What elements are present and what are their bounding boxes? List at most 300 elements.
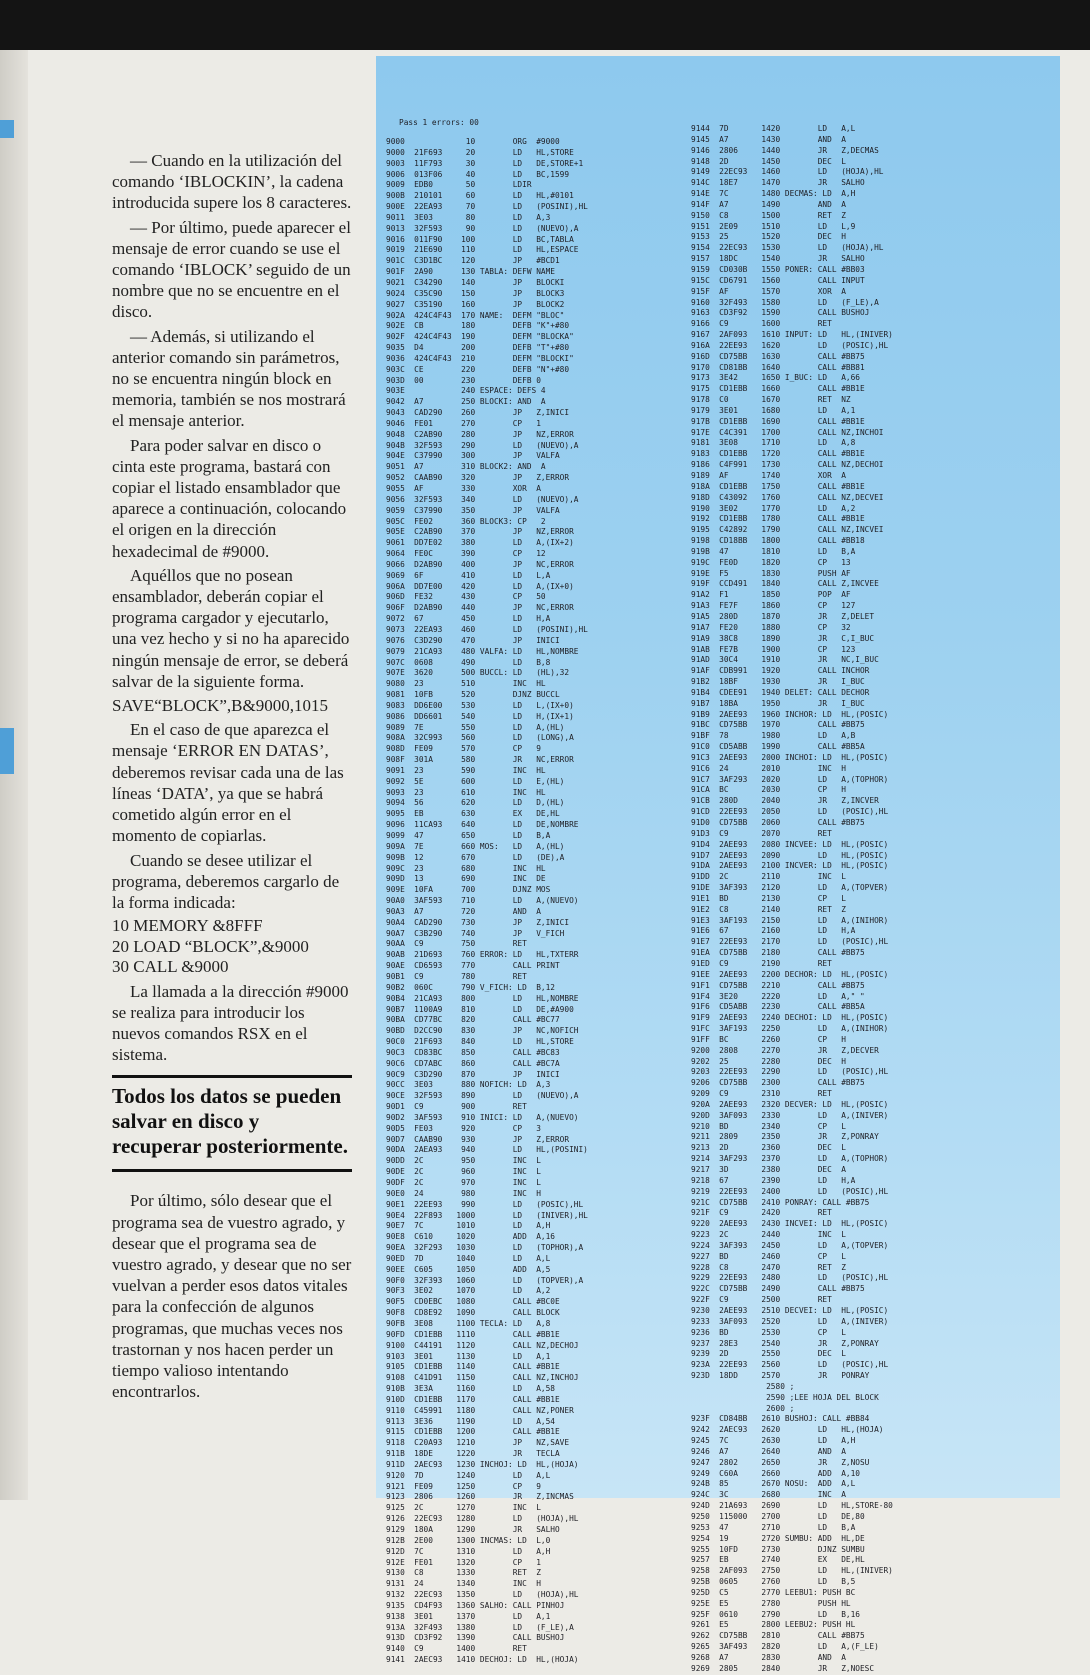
listing-line: 902A 424C4F43 170 NAME: DEFM "BLOC": [386, 310, 565, 320]
listing-line: 9192 CD1EBB 1780 CALL #BB1E: [691, 514, 865, 524]
listing-line: 91D4 2AEE93 2080 INCVEE: LD HL,(POSIC): [691, 839, 889, 849]
listing-line: 90B2 060C 790 V_FICH: LD B,12: [386, 982, 555, 992]
listing-line: 916D CD75BB 1630 CALL #BB75: [691, 351, 865, 361]
listing-line: 907C 0608 490 LD B,8: [386, 657, 551, 667]
listing-line: 91A9 38C8 1890 JR C,I_BUC: [691, 633, 875, 643]
listing-line: 9258 2AF093 2750 LD HL,(INIVER): [691, 1566, 893, 1576]
listing-line: 9064 FE0C 390 CP 12: [386, 549, 546, 559]
listing-line: 906A DD7E00 420 LD A,(IX+0): [386, 581, 574, 591]
listing-line: 91D7 2AEE93 2090 LD HL,(POSIC): [691, 850, 889, 860]
listing-line: 915C CD6791 1560 CALL INPUT: [691, 275, 865, 285]
listing-line: 919E F5 1830 PUSH AF: [691, 568, 851, 578]
listing-line: 921F C9 2420 RET: [691, 1208, 832, 1218]
listing-line: 90C6 CD7ABC 860 CALL #BC7A: [386, 1058, 560, 1068]
listing-column-left: [386, 137, 588, 1666]
listing-line: 91EE 2AEE93 2200 DECHOR: LD HL,(POSIC): [691, 969, 889, 979]
listing-line: 918D C43092 1760 CALL NZ,DECVEI: [691, 492, 884, 502]
save-command: SAVE“BLOCK”,B&9000,1015: [112, 696, 328, 716]
listing-line: 9246 A7 2640 AND A: [691, 1446, 846, 1456]
listing-line: 9255 10FD 2730 DJNZ SUMBU: [691, 1544, 865, 1554]
listing-line: 90BA CD77BC 820 CALL #BC77: [386, 1015, 560, 1025]
listing-line: 91F9 2AEE93 2240 DECHOI: LD HL,(POSIC): [691, 1013, 889, 1023]
listing-line: 909E 10FA 700 DJNZ MOS: [386, 885, 551, 895]
listing-line: 9229 22EE93 2480 LD (POSIC),HL: [691, 1273, 889, 1283]
paragraph: — Por último, puede aparecer el mensaje de error cuando se use el comando ‘IBLOCK’ seguido de un nombre que no se encuentre en el disco.: [112, 217, 351, 322]
listing-line: 9108 C41D91 1150 CALL NZ,INCHOJ: [386, 1373, 579, 1383]
pull-quote-heading: Todos los datos se pueden salvar en disco y recuperar posteriormente.: [112, 1084, 348, 1159]
listing-line: 920D 3AF093 2330 LD A,(INIVER): [691, 1110, 889, 1120]
listing-line: 91DE 3AF393 2120 LD A,(TOPVER): [691, 883, 889, 893]
listing-line: 9138 3E01 1370 LD A,1: [386, 1611, 551, 1621]
listing-line: 90C0 21F693 840 LD HL,STORE: [386, 1037, 574, 1047]
listing-line: 9245 7C 2630 LD A,H: [691, 1436, 856, 1446]
listing-line: 9091 23 590 INC HL: [386, 765, 546, 775]
listing-line: 9096 11CA93 640 LD DE,NOMBRE: [386, 820, 579, 830]
listing-line: 916A 22EE93 1620 LD (POSIC),HL: [691, 340, 889, 350]
listing-line: 917B CD1EBB 1690 CALL #BB1E: [691, 416, 865, 426]
listing-line: 9130 C8 1330 RET Z: [386, 1568, 541, 1578]
listing-line: 91DD 2C 2110 INC L: [691, 872, 846, 882]
listing-line: 91E2 C8 2140 RET Z: [691, 904, 846, 914]
listing-line: 9160 32F493 1580 LD (F_LE),A: [691, 297, 879, 307]
listing-line: 912B 2E00 1300 INCMAS: LD L,0: [386, 1535, 551, 1545]
listing-line: 9036 424C4F43 210 DEFM "BLOCKI": [386, 353, 574, 363]
listing-line: 91B7 18BA 1950 JR I_BUC: [691, 698, 865, 708]
listing-line: 90AB 21D693 760 ERROR: LD HL,TXTERR: [386, 950, 579, 960]
listing-line: 9202 25 2280 DEC H: [691, 1056, 846, 1066]
listing-line: 90DA 2AEA93 940 LD HL,(POSINI): [386, 1145, 588, 1155]
listing-line: 9013 32F593 90 LD (NUEVO),A: [386, 223, 579, 233]
listing-line: 91CB 280D 2040 JR Z,INCVER: [691, 796, 879, 806]
listing-line: 902F 424C4F43 190 DEFM "BLOCKA": [386, 332, 574, 342]
listing-line: 9125 2C 1270 INC L: [386, 1503, 541, 1513]
listing-line: 925F 0610 2790 LD B,16: [691, 1609, 860, 1619]
listing-line: 91CD 22EE93 2050 LD (POSIC),HL: [691, 807, 889, 817]
listing-line: 9247 2802 2650 JR Z,NOSU: [691, 1457, 870, 1467]
listing-line: 9239 2D 2550 DEC L: [691, 1349, 846, 1359]
listing-line: 90F5 CD0EBC 1080 CALL #BC0E: [386, 1297, 560, 1307]
listing-line: 90FD CD1EBB 1110 CALL #BB1E: [386, 1329, 560, 1339]
listing-line: 910D CD1EBB 1170 CALL #BB1E: [386, 1394, 560, 1404]
listing-line: 908F 301A 580 JR NC,ERROR: [386, 755, 574, 765]
paragraph: En el caso de que aparezca el mensaje ‘ERROR EN DATAS’, deberemos revisar cada una de las líneas ‘DATA’, ya que se habrá cometido algún error en el momento de copiarlas.: [112, 720, 344, 846]
listing-line: 9042 A7 250 BLOCKI: AND A: [386, 397, 546, 407]
listing-line: 9056 32F593 340 LD (NUEVO),A: [386, 494, 579, 504]
listing-line: 9123 2806 1260 JR Z,INCMAS: [386, 1492, 574, 1502]
listing-line: 91E6 67 2160 LD H,A: [691, 926, 856, 936]
listing-line: 9051 A7 310 BLOCK2: AND A: [386, 462, 546, 472]
listing-line: 9099 47 650 LD B,A: [386, 831, 551, 840]
listing-line: 9076 C3D290 470 JP INICI: [386, 635, 560, 645]
listing-line: 9086 DD6601 540 LD H,(IX+1): [386, 711, 574, 721]
listing-line: 9203 22EE93 2290 LD (POSIC),HL: [691, 1067, 889, 1077]
paragraph: Aquéllos que no posean ensamblador, deberán copiar el programa cargador y ejecutarlo, una vez hecho y si no ha aparecido ningún mensaje de error, se deberá salvar de la siguiente forma.: [112, 565, 350, 691]
listing-line: 9233 3AF093 2520 LD A,(INIVER): [691, 1316, 889, 1326]
listing-line: 91D3 C9 2070 RET: [691, 828, 832, 838]
listing-line: 913D CD3F92 1390 CALL BUSHOJ: [386, 1633, 565, 1643]
listing-line: 9209 C9 2310 RET: [691, 1089, 832, 1099]
scan-top-edge: [0, 0, 1090, 50]
listing-line: 915F AF 1570 XOR A: [691, 286, 846, 296]
listing-line: 90CE 32F593 890 LD (NUEVO),A: [386, 1091, 579, 1101]
listing-line: 90E1 22EE93 990 LD (POSIC),HL: [386, 1199, 584, 1209]
listing-line: 9021 C34290 140 JP BLOCKI: [386, 277, 565, 287]
listing-line: 9145 A7 1430 AND A: [691, 134, 846, 144]
listing-line: 9118 C20A93 1210 JP NZ,SAVE: [386, 1438, 570, 1448]
listing-line: 9059 C37990 350 JP VALFA: [386, 505, 560, 515]
listing-line: 924D 21A693 2690 LD HL,STORE-80: [691, 1501, 893, 1511]
listing-line: 9072 67 450 LD H,A: [386, 614, 551, 624]
listing-line: 91C6 24 2010 INC H: [691, 763, 846, 773]
listing-line: 2590 ;LEE HOJA DEL BLOCK: [691, 1392, 879, 1402]
listing-line: 9159 CD030B 1550 PONER: CALL #BB03: [691, 264, 865, 274]
listing-line: 90E8 C610 1020 ADD A,16: [386, 1232, 555, 1242]
listing-line: 919F CCD491 1840 CALL Z,INCVEE: [691, 579, 879, 589]
listing-line: 9153 25 1520 DEC H: [691, 232, 846, 242]
listing-line: 90DF 2C 970 INC L: [386, 1178, 541, 1187]
listing-line: 91E3 3AF193 2150 LD A,(INIHOR): [691, 915, 889, 925]
listing-line: 905C FE02 360 BLOCK3: CP 2: [386, 516, 546, 526]
listing-line: 90F3 3E02 1070 LD A,2: [386, 1286, 551, 1296]
listing-line: 9113 3E36 1190 LD A,54: [386, 1416, 555, 1426]
listing-line: 91ED C9 2190 RET: [691, 958, 832, 968]
listing-line: 90C3 CD83BC 850 CALL #BC83: [386, 1047, 560, 1057]
listing-line: 9000 10 ORG #9000: [386, 137, 560, 146]
load-commands: [112, 916, 352, 978]
listing-line: 91AB FE7B 1900 CP 123: [691, 644, 856, 654]
listing-line: 2600 ;: [691, 1403, 795, 1413]
listing-line: 9043 CAD290 260 JP Z,INICI: [386, 408, 570, 418]
listing-line: 923A 22EE93 2560 LD (POSIC),HL: [691, 1360, 889, 1370]
listing-line: 9178 C0 1670 RET NZ: [691, 395, 851, 405]
listing-line: 918A CD1EBB 1750 CALL #BB1E: [691, 481, 865, 491]
listing-line: 9115 CD1EBB 1200 CALL #BB1E: [386, 1427, 560, 1437]
listing-line: 9095 EB 630 EX DE,HL: [386, 809, 560, 819]
listing-line: 9131 24 1340 INC H: [386, 1579, 541, 1589]
listing-line: 9228 C8 2470 RET Z: [691, 1262, 846, 1272]
listing-line: 90D1 C9 900 RET: [386, 1102, 527, 1112]
listing-line: 91B4 CDEE91 1940 DELET: CALL DECHOR: [691, 687, 870, 697]
listing-line: 907E 3620 500 BUCCL: LD (HL),32: [386, 668, 570, 678]
listing-line: 9146 2806 1440 JR Z,DECMAS: [691, 145, 879, 155]
listing-line: 9135 CD4F93 1360 SALHO: CALL PINHOJ: [386, 1600, 565, 1610]
listing-line: 9268 A7 2830 AND A: [691, 1652, 846, 1662]
listing-line: 9132 22EC93 1350 LD (HOJA),HL: [386, 1590, 579, 1600]
listing-line: 91A7 FE20 1880 CP 32: [691, 622, 851, 632]
listing-line: 9213 2D 2360 DEC L: [691, 1143, 846, 1153]
listing-line: 9166 C9 1600 RET: [691, 319, 832, 329]
listing-line: 902E CB 180 DEFB "K"+#80: [386, 321, 570, 331]
listing-line: 9141 2AEC93 1410 DECHOJ: LD HL,(HOJA): [386, 1655, 579, 1665]
listing-line: 917E C4C391 1700 CALL NZ,INCHOI: [691, 427, 884, 437]
listing-line: 9151 2E09 1510 LD L,9: [691, 221, 856, 231]
listing-line: 90D2 3AF593 910 INICI: LD A,(NUEVO): [386, 1112, 579, 1122]
listing-line: 90D5 FE03 920 CP 3: [386, 1123, 541, 1133]
listing-line: 911D 2AEC93 1230 INCHOJ: LD HL,(HOJA): [386, 1459, 579, 1469]
listing-line: 9052 CAAB90 320 JP Z,ERROR: [386, 473, 570, 483]
listing-line: 91BC CD75BB 1970 CALL #BB75: [691, 720, 865, 730]
listing-line: 914F A7 1490 AND A: [691, 199, 846, 209]
listing-line: 9061 DD7E02 380 LD A,(IX+2): [386, 538, 574, 548]
heading-rule-top: [112, 1075, 352, 1078]
listing-line: 904E C37990 300 JP VALFA: [386, 451, 560, 461]
listing-line: 90FB 3E08 1100 TECLA: LD A,8: [386, 1318, 551, 1328]
listing-line: 912E FE01 1320 CP 1: [386, 1557, 541, 1567]
listing-line: 924B 85 2670 NOSU: ADD A,L: [691, 1479, 856, 1489]
listing-line: 9016 011F90 100 LD BC,TABLA: [386, 234, 574, 244]
load-command-line: 10 MEMORY &8FFF: [112, 916, 263, 936]
listing-line: 9081 10FB 520 DJNZ BUCCL: [386, 690, 560, 700]
listing-line: 91FF BC 2260 CP H: [691, 1034, 846, 1044]
listing-line: 909D 13 690 INC DE: [386, 874, 546, 884]
listing-line: 9126 22EC93 1280 LD (HOJA),HL: [386, 1514, 579, 1524]
listing-line: 922F C9 2500 RET: [691, 1295, 832, 1305]
listing-line: 9195 C42892 1790 CALL NZ,INCVEI: [691, 525, 884, 535]
listing-line: 9206 CD75BB 2300 CALL #BB75: [691, 1078, 865, 1088]
listing-line: 9035 D4 200 DEFB "T"+#80: [386, 343, 570, 353]
listing-column-right: [691, 124, 893, 1675]
listing-line: 9046 FE01 270 CP 1: [386, 418, 541, 428]
listing-line: 906F D2AB90 440 JP NC,ERROR: [386, 603, 574, 613]
listing-line: 90B4 21CA93 800 LD HL,NOMBRE: [386, 993, 579, 1003]
load-command-line: 30 CALL &9000: [112, 957, 229, 977]
listing-line: 91B9 2AEE93 1960 INCHOR: LD HL,(POSIC): [691, 709, 889, 719]
listing-line: 9257 EB 2740 EX DE,HL: [691, 1555, 865, 1565]
listing-line: 925E E5 2780 PUSH HL: [691, 1598, 851, 1608]
listing-line: 91A5 280D 1870 JR Z,DELET: [691, 611, 875, 621]
listing-line: 9154 22EC93 1530 LD (HOJA),HL: [691, 243, 884, 253]
listing-line: 9181 3E08 1710 LD A,8: [691, 438, 856, 448]
listing-line: 9149 22EC93 1460 LD (HOJA),HL: [691, 167, 884, 177]
listing-line: 91F6 CD5ABB 2230 CALL #BB5A: [691, 1002, 865, 1012]
listing-line: 9200 2808 2270 JR Z,DECVER: [691, 1045, 879, 1055]
listing-line: 9236 BD 2530 CP L: [691, 1327, 846, 1337]
listing-line: 9189 AF 1740 XOR A: [691, 471, 846, 480]
listing-line: 9089 7E 550 LD A,(HL): [386, 722, 565, 732]
listing-line: 901C C3D1BC 120 JP #BCD1: [386, 256, 560, 266]
listing-line: 9083 DD6E00 530 LD L,(IX+0): [386, 700, 574, 710]
listing-line: 91AD 30C4 1910 JR NC,I_BUC: [691, 655, 879, 665]
left-blue-tab: [0, 120, 14, 138]
article-column: [112, 150, 352, 1405]
listing-line: 91FC 3AF193 2250 LD A,(INIHOR): [691, 1024, 889, 1034]
listing-line: 9105 CD1EBB 1140 CALL #BB1E: [386, 1362, 560, 1372]
listing-line: 90AA C9 750 RET: [386, 939, 527, 949]
listing-line: 914C 18E7 1470 JR SALHO: [691, 178, 865, 188]
paragraph: — Cuando en la utilización del comando ‘IBLOCKIN’, la cadena introducida supere los 8 caracteres.: [112, 151, 352, 213]
listing-line: 91C7 3AF293 2020 LD A,(TOPHOR): [691, 774, 889, 784]
listing-line: 90A0 3AF593 710 LD A,(NUEVO): [386, 896, 579, 906]
listing-line: 9103 3E01 1130 LD A,1: [386, 1351, 551, 1361]
listing-line: 9066 D2AB90 400 JP NC,ERROR: [386, 559, 574, 569]
listing-line: 9190 3E02 1770 LD A,2: [691, 503, 856, 513]
listing-line: 910B 3E3A 1160 LD A,58: [386, 1384, 555, 1394]
listing-line: 9080 23 510 INC HL: [386, 679, 546, 689]
left-blue-tab: [0, 728, 14, 774]
listing-line: 91EA CD75BB 2180 CALL #BB75: [691, 948, 865, 958]
listing-line: 9144 7D 1420 LD A,L: [691, 124, 856, 133]
listing-line: 9121 FE09 1250 CP 9: [386, 1481, 541, 1491]
listing-line: 90E7 7C 1010 LD A,H: [386, 1221, 551, 1231]
paragraph: — Además, si utilizando el anterior comando sin parámetros, no se encuentra ningún block en memoria, también se nos mostrará el mensaje anterior.: [112, 326, 346, 431]
listing-line: 914E 7C 1480 DECMAS: LD A,H: [691, 189, 856, 199]
listing-line: 91C3 2AEE93 2000 INCHOI: LD HL,(POSIC): [691, 752, 889, 762]
listing-line: 9163 CD3F92 1590 CALL BUSHOJ: [691, 308, 870, 318]
listing-line: 9175 CD1EBB 1660 CALL #BB1E: [691, 384, 865, 394]
listing-line: 9069 6F 410 LD L,A: [386, 570, 551, 580]
listing-line: 9167 2AF093 1610 INPUT: LD HL,(INIVER): [691, 330, 893, 340]
listing-line: 922C CD75BB 2490 CALL #BB75: [691, 1284, 865, 1294]
listing-line: 9000 21F693 20 LD HL,STORE: [386, 147, 574, 157]
listing-line: 90B1 C9 780 RET: [386, 971, 527, 981]
listing-line: 9055 AF 330 XOR A: [386, 484, 541, 493]
listing-line: 911B 18DE 1220 JR TECLA: [386, 1449, 560, 1459]
paragraph: La llamada a la dirección #9000 se realiza para introducir los nuevos comandos RSX en el sistema.: [112, 981, 349, 1065]
listing-line: 9019 21E690 110 LD HL,ESPACE: [386, 245, 579, 255]
listing-line: 9093 23 610 INC HL: [386, 787, 546, 797]
listing-line: 9140 C9 1400 RET: [386, 1644, 527, 1654]
listing-line: 2580 ;: [691, 1381, 795, 1391]
listing-line: 912D 7C 1310 LD A,H: [386, 1546, 551, 1556]
listing-line: 903D 00 230 DEFB 0: [386, 375, 541, 385]
listing-line: 90E4 22F893 1000 LD (INIVER),HL: [386, 1210, 588, 1220]
listing-line: 9173 3E42 1650 I_BUC: LD A,66: [691, 373, 860, 383]
listing-line: 923D 18DD 2570 JR PONRAY: [691, 1371, 870, 1381]
listing-line: 91DA 2AEE93 2100 INCVER: LD HL,(POSIC): [691, 861, 889, 871]
listing-line: 91A2 F1 1850 POP AF: [691, 590, 851, 600]
listing-line: 9150 C8 1500 RET Z: [691, 210, 846, 220]
listing-line: 905E C2AB90 370 JP NZ,ERROR: [386, 527, 574, 537]
listing-line: 90F0 32F393 1060 LD (TOPVER),A: [386, 1275, 584, 1285]
listing-line: 9079 21CA93 480 VALFA: LD HL,NOMBRE: [386, 646, 579, 656]
listing-line: 90EE C605 1050 ADD A,5: [386, 1264, 551, 1274]
listing-line: 90E0 24 980 INC H: [386, 1188, 541, 1198]
listing-line: 9157 18DC 1540 JR SALHO: [691, 254, 865, 264]
listing-line: 9262 CD75BB 2810 CALL #BB75: [691, 1631, 865, 1641]
listing-line: 9048 C2AB90 280 JP NZ,ERROR: [386, 429, 574, 439]
listing-line: 9024 C35C90 150 JP BLOCK3: [386, 288, 565, 298]
listing-line: 9003 11F793 30 LD DE,STORE+1: [386, 158, 584, 168]
paragraph: Cuando se desee utilizar el programa, deberemos cargarlo de la forma indicada:: [112, 850, 340, 912]
listing-line: 91AF CDB991 1920 CALL INCHOR: [691, 666, 870, 676]
listing-line: 90D7 CAAB90 930 JP Z,ERROR: [386, 1134, 570, 1144]
listing-line: 908A 32C993 560 LD (LONG),A: [386, 733, 574, 743]
listing-line: 9261 E5 2800 LEEBU2: PUSH HL: [691, 1620, 856, 1630]
listing-line: 9223 2C 2440 INC L: [691, 1230, 846, 1240]
listing-line: 90AE CD6593 770 CALL PRINT: [386, 961, 560, 971]
listing-line: 913A 32F493 1380 LD (F_LE),A: [386, 1622, 574, 1632]
listing-line: 9006 013F06 40 LD BC,1599: [386, 169, 570, 179]
listing-line: 9217 3D 2380 DEC A: [691, 1165, 846, 1174]
listing-header: Pass 1 errors: 00: [399, 118, 479, 127]
listing-line: 924C 3C 2680 INC A: [691, 1490, 846, 1500]
listing-line: 9148 2D 1450 DEC L: [691, 156, 846, 166]
listing-line: 9110 C45991 1180 CALL NZ,PONER: [386, 1405, 574, 1415]
listing-line: 9092 5E 600 LD E,(HL): [386, 776, 565, 786]
heading-rule-bottom: [112, 1169, 352, 1172]
listing-line: 91F1 CD75BB 2210 CALL #BB75: [691, 980, 865, 990]
listing-line: 90CC 3E03 880 NOFICH: LD A,3: [386, 1080, 551, 1090]
listing-line: 9211 2809 2350 JR Z,PONRAY: [691, 1132, 879, 1142]
paragraph: Para poder salvar en disco o cinta este programa, bastará con copiar el listado ensamblador que aparece a continuación, colocando el origen en la dirección hexadecimal de #9000.: [112, 435, 347, 561]
listing-line: 908D FE09 570 CP 9: [386, 744, 541, 754]
listing-line: 91B2 18BF 1930 JR I_BUC: [691, 677, 865, 687]
listing-line: 9227 BD 2460 CP L: [691, 1251, 846, 1261]
listing-line: 9242 2AEC93 2620 LD HL,(HOJA): [691, 1425, 884, 1435]
listing-line: 9265 3AF493 2820 LD A,(F_LE): [691, 1642, 879, 1652]
listing-line: 904B 32F593 290 LD (NUEVO),A: [386, 440, 579, 450]
listing-line: 90F8 CD8E92 1090 CALL BLOCK: [386, 1308, 560, 1318]
listing-line: 9179 3E01 1680 LD A,1: [691, 405, 856, 415]
listing-line: 90BD D2CC90 830 JP NC,NOFICH: [386, 1026, 579, 1036]
listing-line: 9237 28E3 2540 JR Z,PONRAY: [691, 1338, 879, 1348]
listing-line: 921C CD75BB 2410 PONRAY: CALL #BB75: [691, 1197, 870, 1207]
listing-line: 9170 CD81BB 1640 CALL #BB81: [691, 362, 865, 372]
listing-line: 909C 23 680 INC HL: [386, 863, 546, 873]
listing-line: 9250 115000 2700 LD DE,80: [691, 1512, 865, 1521]
listing-line: 925D C5 2770 LEEBU1: PUSH BC: [691, 1587, 856, 1597]
listing-line: 9224 3AF393 2450 LD A,(TOPVER): [691, 1240, 889, 1250]
listing-line: 906D FE32 430 CP 50: [386, 592, 546, 602]
listing-line: 90DE 2C 960 INC L: [386, 1167, 541, 1177]
listing-line: 90A7 C3B290 740 JP V_FICH: [386, 928, 565, 938]
listing-line: 925B 0605 2760 LD B,5: [691, 1577, 856, 1587]
listing-line: 91BF 78 1980 LD A,B: [691, 731, 856, 741]
listing-line: 90A4 CAD290 730 JP Z,INICI: [386, 917, 570, 927]
listing-line: 9253 47 2710 LD B,A: [691, 1522, 856, 1532]
listing-line: 9218 67 2390 LD H,A: [691, 1175, 856, 1185]
listing-line: 9073 22EA93 460 LD (POSINI),HL: [386, 624, 588, 634]
listing-line: 91D0 CD75BB 2060 CALL #BB75: [691, 818, 865, 827]
listing-line: 9100 C44191 1120 CALL NZ,DECHOJ: [386, 1340, 579, 1350]
listing-line: 90B7 1100A9 810 LD DE,#A900: [386, 1004, 574, 1014]
listing-line: 9249 C60A 2660 ADD A,10: [691, 1468, 860, 1478]
listing-line: 9186 C4F991 1730 CALL NZ,DECHOI: [691, 460, 884, 470]
listing-line: 91C0 CD5ABB 1990 CALL #BB5A: [691, 742, 865, 752]
listing-line: 91E1 BD 2130 CP L: [691, 893, 846, 903]
closing-paragraph: Por último, sólo desear que el programa sea de vuestro agrado, y desear que el programa sea de vuestro agrado, y desear que no ser vuelvan a perder esos datos vitales para la confección de algunos programas, que muchas veces nos trastornan y nos hacen perder un tiempo valioso intentando encontrarlos.: [112, 1191, 352, 1402]
listing-line: 9120 7D 1240 LD A,L: [386, 1470, 551, 1480]
listing-line: 9210 BD 2340 CP L: [691, 1121, 846, 1131]
listing-line: 903E 240 ESPACE: DEFS 4: [386, 386, 546, 396]
listing-line: 90C9 C3D290 870 JP INICI: [386, 1069, 560, 1079]
listing-line: 9219 22EE93 2400 LD (POSIC),HL: [691, 1186, 889, 1196]
listing-line: 901F 2A90 130 TABLA: DEFW NAME: [386, 267, 555, 277]
listing-line: 91A3 FE7F 1860 CP 127: [691, 601, 856, 611]
listing-line: 90EA 32F293 1030 LD (TOPHOR),A: [386, 1243, 584, 1253]
listing-line: 909B 12 670 LD (DE),A: [386, 852, 565, 862]
listing-line: 900E 22EA93 70 LD (POSINI),HL: [386, 202, 588, 212]
listing-line: 909A 7E 660 MOS: LD A,(HL): [386, 841, 565, 851]
listing-line: 9094 56 620 LD D,(HL): [386, 798, 565, 808]
listing-line: 920A 2AEE93 2320 DECVER: LD HL,(POSIC): [691, 1099, 889, 1109]
listing-line: 91CA BC 2030 CP H: [691, 785, 846, 795]
listing-line: 91F4 3E20 2220 LD A," ": [691, 991, 865, 1001]
listing-line: 91E7 22EE93 2170 LD (POSIC),HL: [691, 937, 889, 947]
listing-line: 919B 47 1810 LD B,A: [691, 546, 856, 556]
listing-line: 90DD 2C 950 INC L: [386, 1156, 541, 1166]
listing-line: 923F CD84BB 2610 BUSHOJ: CALL #BB84: [691, 1414, 870, 1424]
listing-line: 9009 EDB0 50 LDIR: [386, 180, 532, 190]
listing-line: 9198 CD18BB 1800 CALL #BB18: [691, 536, 865, 546]
listing-line: 9269 2805 2840 JR Z,NOESC: [691, 1663, 875, 1673]
listing-line: 9011 3E03 80 LD A,3: [386, 212, 551, 222]
load-command-line: 20 LOAD “BLOCK”,&9000: [112, 936, 309, 956]
listing-line: 919C FE0D 1820 CP 13: [691, 557, 851, 567]
listing-line: 900B 210101 60 LD HL,#0101: [386, 191, 574, 201]
listing-line: 9214 3AF293 2370 LD A,(TOPHOR): [691, 1154, 889, 1164]
listing-line: 9027 C35190 160 JP BLOCK2: [386, 299, 565, 309]
